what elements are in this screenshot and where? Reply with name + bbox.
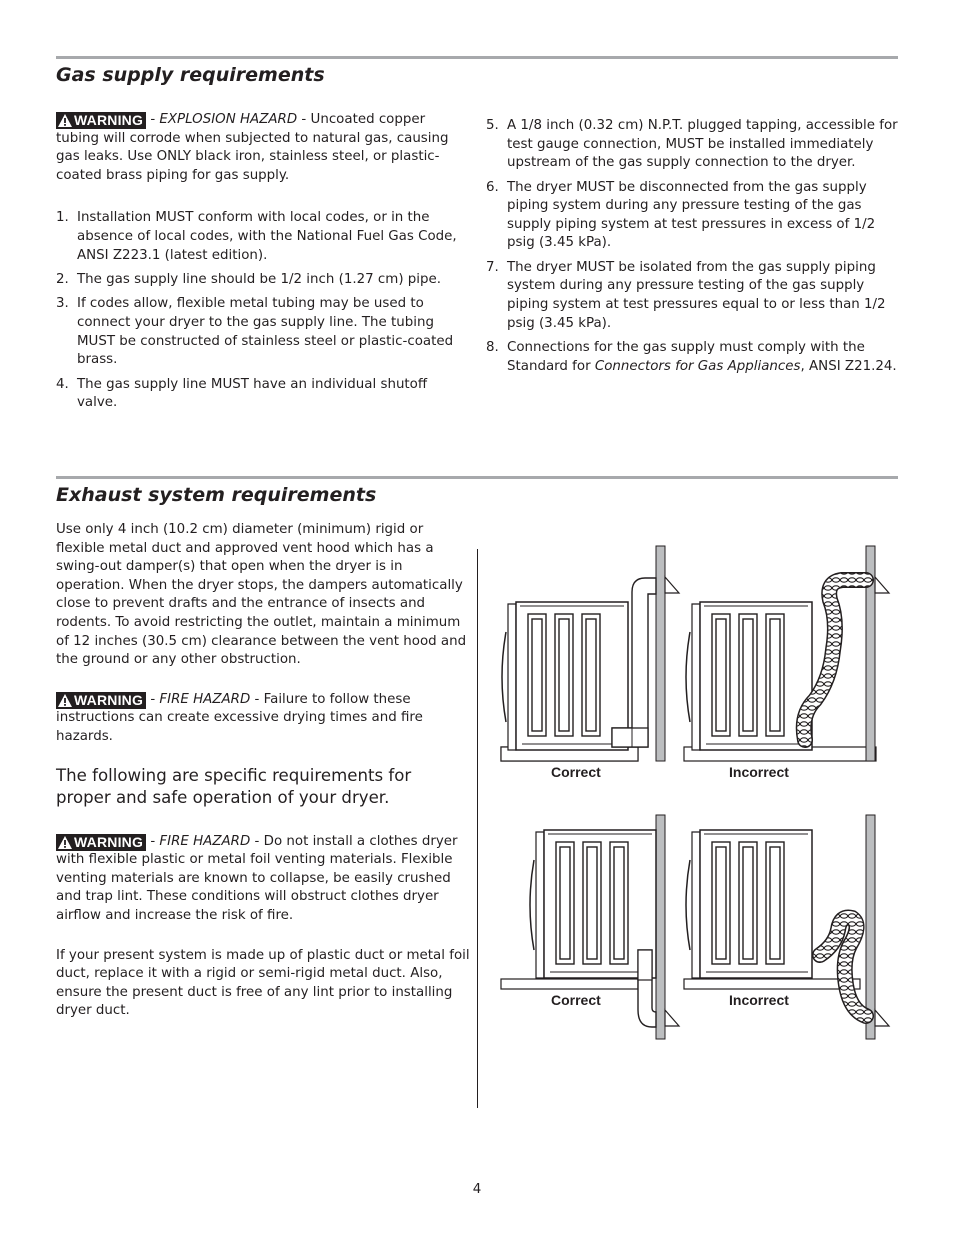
list-text: If codes allow, flexible metal tubing may be used to connect your dryer to the gas supply line. The tubing MUST be constructed of stainless steel or plastic-coated brass. [77,296,454,368]
list-item [486,259,898,333]
warning-triangle-icon [57,693,73,708]
gas-requirements-list-right [486,117,898,376]
list-text: A 1/8 inch (0.32 cm) N.P.T. plugged tapping, accessible for test gauge connection, MUST be installed immediately upstream of the gas supply connection to the dryer. [507,118,898,171]
warning-dash: - [146,691,160,707]
warning-triangle-icon [57,113,73,128]
list-item [56,209,466,265]
warning-dash: - [297,112,311,127]
list-number: 3. [56,296,69,312]
list-text: The dryer MUST be disconnected from the gas supply piping system during any pressure testing of the gas supply piping system at test pressures in excess of 1/2 psig (3.45 kPa). [507,179,876,251]
exhaust-section-rule [56,476,898,479]
warning-text: Uncoated copper tubing will corrode when subjected to natural gas, causing gas leaks. Use ONLY black iron, stainless steel, or plastic-coated brass piping for gas supply. [56,112,449,183]
gas-section-rule [56,56,898,59]
list-item [486,179,898,253]
list-text: The gas supply line should be 1/2 inch (1.27 cm) pipe. [77,271,442,287]
list-number: 2. [56,271,69,287]
list-item [56,376,466,413]
list-item [56,295,466,369]
hazard-type: FIRE HAZARD [159,833,251,849]
warning-badge [56,692,146,709]
gas-left-column [56,111,466,419]
figure-label-correct-top: Correct [551,764,601,780]
warning-triangle-icon [57,835,73,850]
gas-right-column [486,117,898,382]
column-divider [477,549,478,1108]
list-number: 4. [56,376,69,392]
figure-label-incorrect-top: Incorrect [729,764,789,780]
warning-dash: - [250,691,264,707]
warning-badge [56,112,146,129]
duct-replacement-note: If your present system is made up of plastic duct or metal foil duct, replace it with a rigid or semi-rigid metal duct. Also, ensure the present duct is free of any lint prior to installing dryer duct. [56,947,470,1019]
list-number: 5. [486,118,499,133]
fire-warning-1 [56,691,470,747]
illustration-correct-floor [501,546,679,761]
page-number: 4 [472,1182,482,1197]
list-number: 1. [56,210,69,226]
list-number: 7. [486,259,499,275]
list-text: The gas supply line MUST have an individual shutoff valve. [77,376,428,411]
gas-warning [56,111,466,185]
hazard-type: EXPLOSION HAZARD [159,112,298,127]
list-item [486,117,898,173]
hazard-type: FIRE HAZARD [159,691,251,707]
list-number: 6. [486,179,499,195]
warning-badge-label: WARNING [74,112,144,128]
warning-text: Failure to follow these instructions can create excessive drying times and fire hazards. [56,691,423,744]
illustration-incorrect-floor [684,546,889,761]
list-item [56,271,466,290]
list-text: Connections for the gas supply must comply with the Standard for [507,339,865,374]
exhaust-left-column [56,521,470,1021]
gas-section-title: Gas supply requirements [56,64,325,86]
gas-requirements-list-left [56,209,466,412]
list-text: Installation MUST conform with local codes, or in the absence of local codes, with the National Fuel Gas Code, ANSI Z223.1 (latest edition). [77,210,457,263]
warning-badge [56,834,146,851]
warning-dash: - [146,112,160,127]
warning-dash: - [146,833,160,849]
warning-badge-label: WARNING [74,833,144,850]
exhaust-intro: Use only 4 inch (10.2 cm) diameter (minimum) rigid or flexible metal duct and approved vent hood which has a swing-out damper(s) that open when the dryer is in operation. When the dryer stops, the dampers automatically close to prevent drafts and the entrance of insects and rodents. To avoid restricting the outlet, maintain a minimum of 12 inches (30.5 cm) clearance between the vent hood and the ground or any other obstruction. [56,522,467,668]
warning-dash: - [250,833,264,849]
figure-label-incorrect-bottom: Incorrect [729,992,789,1008]
list-text: The dryer MUST be isolated from the gas supply piping system during any pressure testing of the gas supply piping system at test pressures equal to or less than 1/2 psig (3.45 kPa). [507,259,886,331]
figure-label-correct-bottom: Correct [551,992,601,1008]
list-text: , ANSI Z21.24. [800,358,897,374]
exhaust-section-title: Exhaust system requirements [56,484,377,506]
requirements-lead-in: The following are specific requirements for proper and safe operation of your dryer. [56,765,412,807]
standard-title: Connectors for Gas Appliances [594,358,801,374]
list-number: 8. [486,339,499,355]
fire-warning-2 [56,833,470,926]
list-item [486,339,898,376]
warning-text: Do not install a clothes dryer with flexible plastic or metal foil venting materials. Flexible venting materials are known to collapse, be easily crushed and trap lint. These conditions will obstruct clothes dryer airflow and increase the risk of fire. [56,833,458,923]
warning-badge-label: WARNING [74,691,144,708]
